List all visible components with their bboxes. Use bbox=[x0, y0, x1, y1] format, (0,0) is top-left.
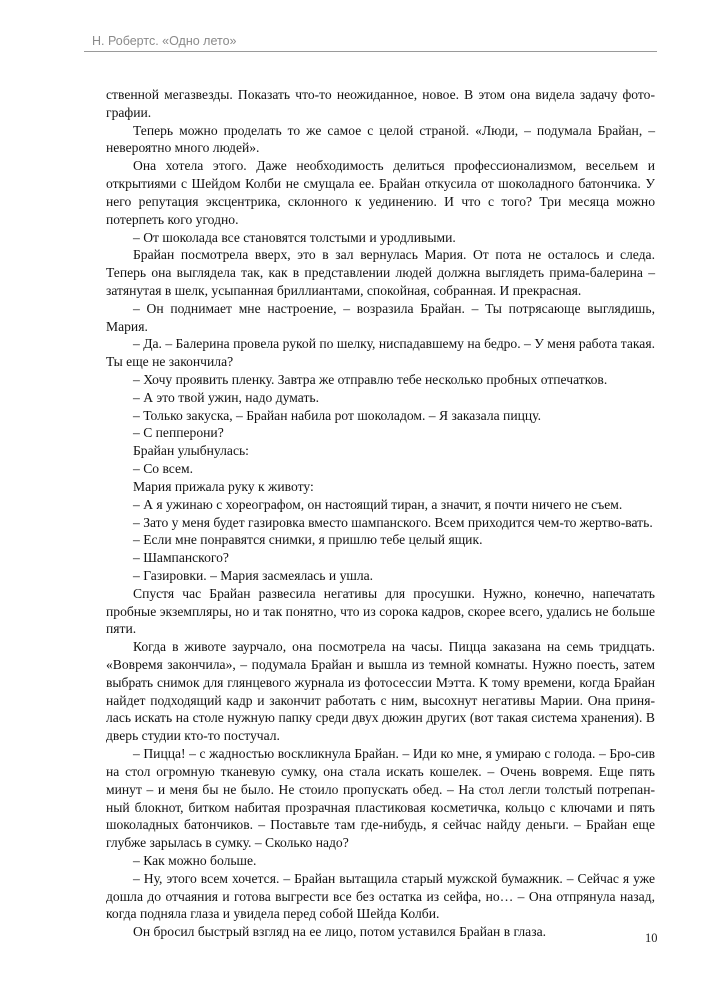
paragraph: Мария прижала руку к животу: bbox=[133, 478, 314, 494]
paragraph: Брайан улыбнулась: bbox=[133, 443, 249, 459]
paragraph: – Шампанского? bbox=[133, 550, 229, 566]
paragraph: – Газировки. – Мария засмеялась и ушла. bbox=[133, 567, 374, 583]
paragraph: – Хочу проявить пленку. Завтра же отправлю тебе несколько пробных отпечатков. bbox=[133, 372, 608, 387]
paragraph: – Только закуска, – Брайан набила рот шоколадом. – Я заказала пиццу. bbox=[133, 407, 541, 423]
paragraph: – Если мне понравятся снимки, я пришлю тебе целый ящик. bbox=[133, 532, 483, 548]
paragraph: – А это твой ужин, надо думать. bbox=[133, 389, 319, 405]
paragraph: – От шоколада все становятся толстыми и уродливыми. bbox=[133, 229, 456, 245]
running-head: Н. Робертс. «Одно лето» bbox=[92, 34, 237, 48]
paragraph: Он бросил быстрый взгляд на ее лицо, потом уставился Брайан в глаза. bbox=[133, 924, 547, 940]
paragraph: – Да. – Балерина провела рукой по шелку, ниспадавшему на бедро. – У меня работа такая. Ты еще не закончила? bbox=[106, 336, 655, 370]
paragraph: – Зато у меня будет газировка вместо шампанского. Всем приходится чем-то жертво-вать. bbox=[133, 514, 653, 530]
paragraph: Теперь можно проделать то же самое с целой страной. «Люди, – подумала Брайан, – невероятно много людей». bbox=[106, 122, 655, 156]
header-rule bbox=[84, 51, 657, 52]
paragraph: Она хотела этого. Даже необходимость делиться профессионализмом, весельем и открытиями с Шейдом Колби не смущала ее. Брайан откусила от шоколадного батончика. У него репутация эксцентрика, склонного к уединению. И что с того? Три месяца можно потерпеть кого угодно. bbox=[106, 158, 655, 227]
paragraph: Когда в животе заурчало, она посмотрела на часы. Пицца заказана на семь тридцать. «Вовремя закончила», – подумала Брайан и вышла из темной комнаты. Нужно поесть, затем выбрать снимок для глянцевого журнала из фотосессии Мэтта. К тому времени, когда Брайан найдет подходящий кадр и закончит работать с ним, высохнут негативы Марии. Она приня-лась искать на столе нужную папку среди двух дюжин других (вот такая система хранения). В дверь студии кто-то постучал. bbox=[106, 639, 655, 744]
paragraph: Спустя час Брайан развесила негативы для просушки. Нужно, конечно, напечатать пробные экземпляры, но и так понятно, что из сорока кадров, скорее всего, удались не больше пяти. bbox=[106, 585, 655, 637]
paragraph: – А я ужинаю с хореографом, он настоящий тиран, а значит, я почти ничего не съем. bbox=[133, 496, 623, 512]
page-number: 10 bbox=[645, 931, 658, 945]
paragraph: – Как можно больше. bbox=[133, 852, 257, 868]
paragraph: – С пепперони? bbox=[133, 425, 224, 441]
paragraph: – Ну, этого всем хочется. – Брайан вытащила старый мужской бумажник. – Сейчас я уже дошла до отчаяния и готова выгрести все без остатка из сейфа, но… – Она отпрянула назад, когда подняла глаза и увидела перед собой Шейда Колби. bbox=[106, 870, 655, 922]
body-text bbox=[106, 86, 655, 941]
paragraph: Брайан посмотрела вверх, это в зал вернулась Мария. От пота не осталось и следа. Теперь она выглядела так, как в представлении людей должна выглядеть прима-балерина – затянутая в шелк, усыпанная бриллиантами, спокойная, собранная. И прекрасная. bbox=[106, 247, 655, 298]
paragraph: ственной мегазвезды. Показать что-то неожиданное, новое. В этом она видела задачу фото-графии. bbox=[106, 87, 655, 120]
paragraph: – Пицца! – с жадностью воскликнула Брайан. – Иди ко мне, я умираю с голода. – Бро-сив на стол огромную тканевую сумку, она стала искать кошелек. – Очень вовремя. Еще пять минут – и меня бы не было. Не стоило пропускать обед. – На стол легли толстый потрепан-ный блокнот, битком набитая прозрачная пластиковая косметичка, кольцо с ключами и пять шоколадных батончиков. – Поставьте там где-нибудь, я сейчас найду деньги. – Брайан еще глубже зарылась в сумку. – Сколько надо? bbox=[106, 746, 655, 851]
paragraph: – Со всем. bbox=[133, 461, 194, 477]
paragraph: – Он поднимает мне настроение, – возразила Брайан. – Ты потрясающе выглядишь, Мария. bbox=[106, 300, 655, 334]
